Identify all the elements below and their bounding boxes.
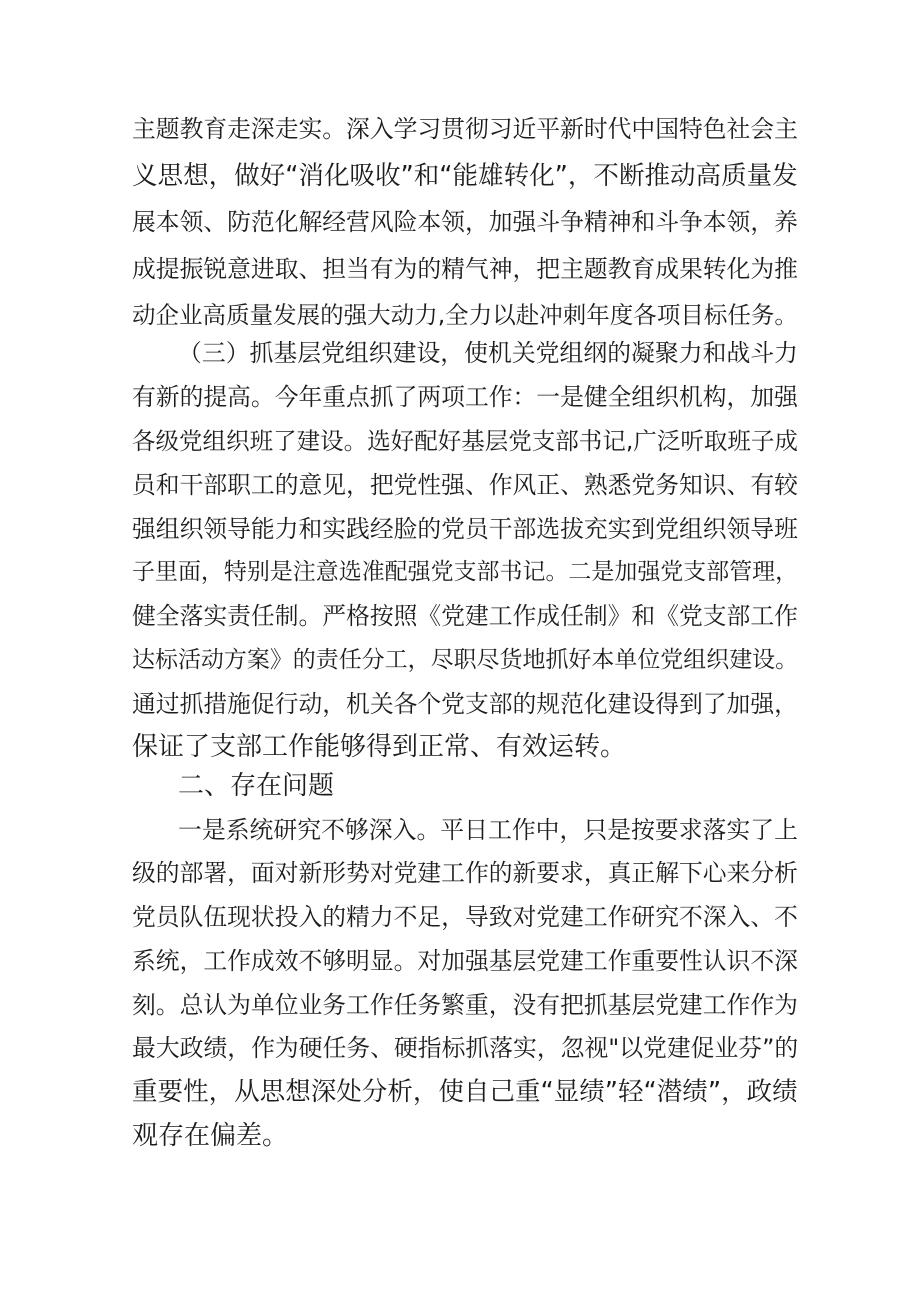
paragraph-line: 健全落实责任制。严格按照《党建工作成任制》和《党支部工作 (132, 602, 798, 630)
paragraph-line: 一是系统研究不够深入。平日工作中，只是按要求落实了上 (178, 816, 798, 844)
paragraph-line: 义思想，做好“消化吸收”和“能雄转化”，不断推动高质量发 (132, 161, 798, 191)
paragraph-line: 强组织领导能力和实践经脸的党员干部选拔充实到党组织领导班 (132, 515, 798, 543)
section-heading: 二、存在问题 (178, 771, 335, 801)
paragraph-line: 有新的提高。今年重点抓了两项工作：一是健全组织机构，加强 (132, 383, 798, 411)
paragraph-line: 展本领、防范化解经营风险本领，加强斗争精神和斗争本领，养 (132, 208, 798, 236)
paragraph-line: （三）抓基层党组织建设，使机关党组纲的凝聚力和战斗力 (178, 339, 798, 367)
paragraph-line: 刻。总认为单位业务工作任务繁重，没有把抓基层党建工作作为 (132, 991, 798, 1019)
paragraph-line: 党员队伍现状投入的精力不足，导致对党建工作研究不深入、不 (132, 903, 798, 931)
paragraph-line: 达标活动方案》的责任分工，尽职尽货地抓好本单位党组织建设。 (132, 647, 799, 673)
paragraph-line: 动企业高质量发展的强大动力,全力以赴冲刺年度各项目标任务。 (132, 301, 798, 329)
paragraph-line: 成提振锐意进取、担当有为的精气神，把主题教育成果转化为推 (132, 255, 798, 283)
paragraph-line: 通过抓措施促行动，机关各个党支部的规范化建设得到了加强， (132, 690, 798, 718)
paragraph-line: 保证了支部工作能够得到正常、有效运转。 (132, 732, 627, 762)
paragraph-line: 系统，工作成效不够明显。对加强基层党建工作重要性认识不深 (132, 947, 798, 975)
paragraph-line: 子里面，特别是注意选准配强党支部书记。二是加强党支部管理， (132, 559, 799, 585)
paragraph-line: 主题教育走深走实。深入学习贯彻习近平新时代中国特色社会主 (132, 115, 798, 143)
paragraph-line: 各级党组织班了建设。选好配好基层党支部书记,广泛听取班子成 (132, 427, 798, 455)
paragraph-line: 员和干部职工的意见，把党性强、作风正、熟悉党务知识、有较 (132, 471, 798, 499)
paragraph-line: 观存在偏差。 (132, 1121, 289, 1151)
paragraph-line: 级的部署，面对新形势对党建工作的新要求，真正解下心来分析 (132, 859, 798, 887)
paragraph-line: 最大政绩，作为硬任务、硬指标抓落实，忽视"以党建促业芬”的 (132, 1034, 799, 1062)
paragraph-line: 重要性，从思想深处分析，使自己重“显绩”轻“潜绩”，政绩 (132, 1077, 798, 1107)
